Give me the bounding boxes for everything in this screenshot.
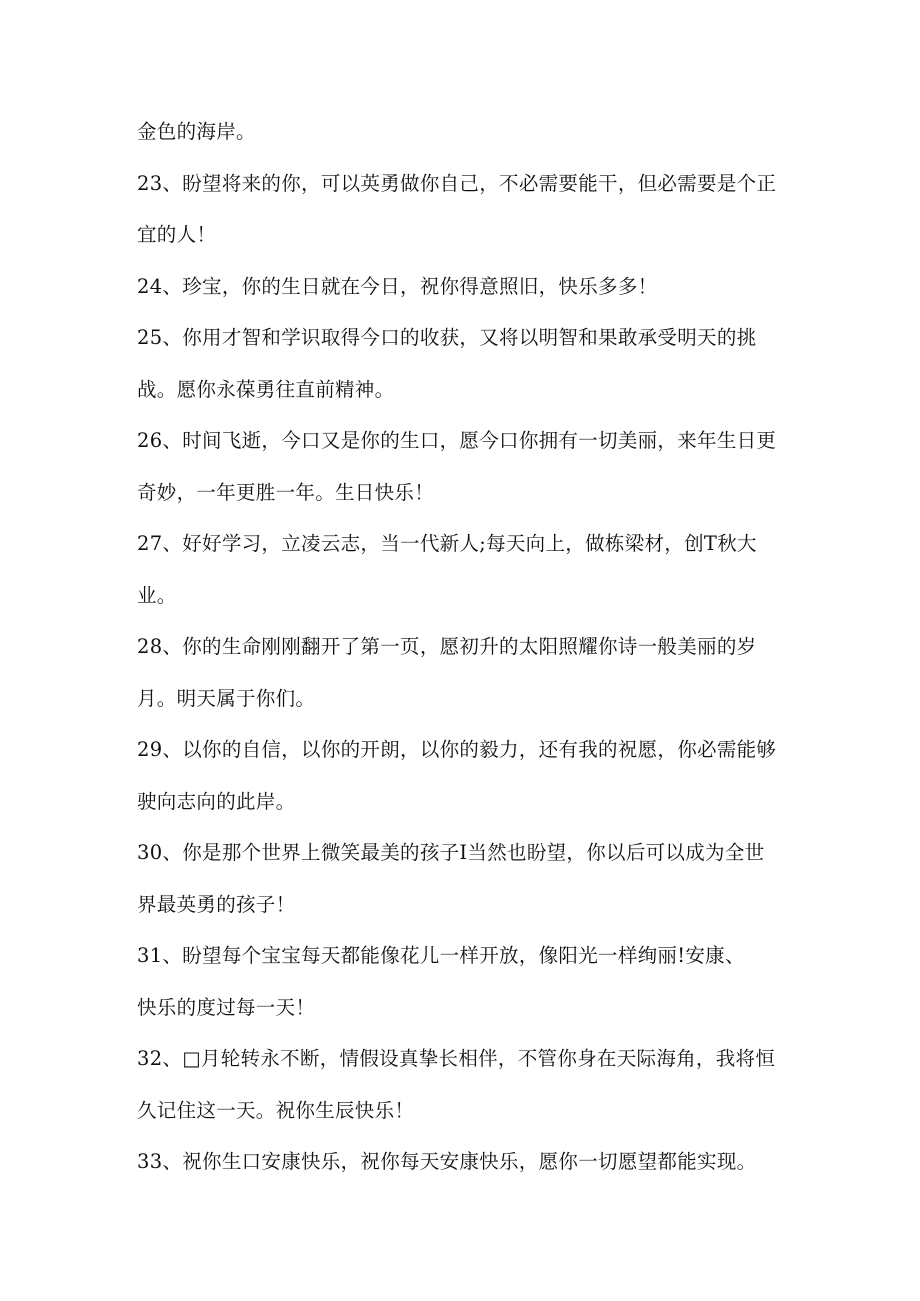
text-line: 23、盼望将来的你，可以英勇做你自己，不必需要能干，但必需要是个正 [137, 171, 777, 195]
text-line: 战。愿你永葆勇往直前精神。 [137, 377, 395, 401]
text-line: 33、祝你生口安康快乐，祝你每天安康快乐，愿你一切愿望都能实现。 [137, 1150, 757, 1173]
text-line: 32、□月轮转永不断，情假设真挚长相伴，不管你身在天际海角，我将恒 [137, 1047, 776, 1070]
text-line: 26、时间飞逝，今口又是你的生口，愿今口你拥有一切美丽，来年生日更 [137, 429, 777, 452]
text-line: 28、你的生命刚刚翻开了第一页，愿初升的太阳照耀你诗一般美丽的岁 [137, 635, 757, 658]
text-line: 奇妙，一年更胜一年。生日快乐！ [137, 480, 435, 504]
text-line: 24、珍宝，你的生日就在今日，祝你得意照旧，快乐多多！ [137, 274, 658, 298]
text-line: 快乐的度过每一天！ [137, 995, 316, 1019]
text-line: 业。 [137, 583, 177, 607]
text-line: 宜的人！ [137, 223, 217, 246]
text-line: 31、盼望每个宝宝每天都能像花儿一样开放，像阳光一样绚丽!安康、 [137, 944, 745, 967]
text-line: 金色的海岸。 [137, 120, 256, 143]
document-body [137, 112, 787, 1194]
text-line: 25、你用才智和学识取得今口的收获，又将以明智和果敢承受明天的挑 [137, 326, 757, 349]
text-line: 界最英勇的孩子！ [137, 892, 296, 916]
text-line: 27、好好学习，立凌云志，当一代新人;每天向上，做栋梁材，创T秋大 [137, 532, 757, 555]
text-line: 29、以你的自信，以你的开朗，以你的毅力，还有我的祝愿，你必需能够 [137, 738, 777, 761]
text-line: 久记住这一天。祝你生辰快乐！ [137, 1098, 415, 1122]
text-line: 30、你是那个世界上微笑最美的孩子I当然也盼望，你以后可以成为全世 [137, 841, 765, 864]
text-line: 驶向志向的此岸。 [137, 789, 296, 813]
text-line: 月。明天属于你们。 [137, 686, 316, 710]
